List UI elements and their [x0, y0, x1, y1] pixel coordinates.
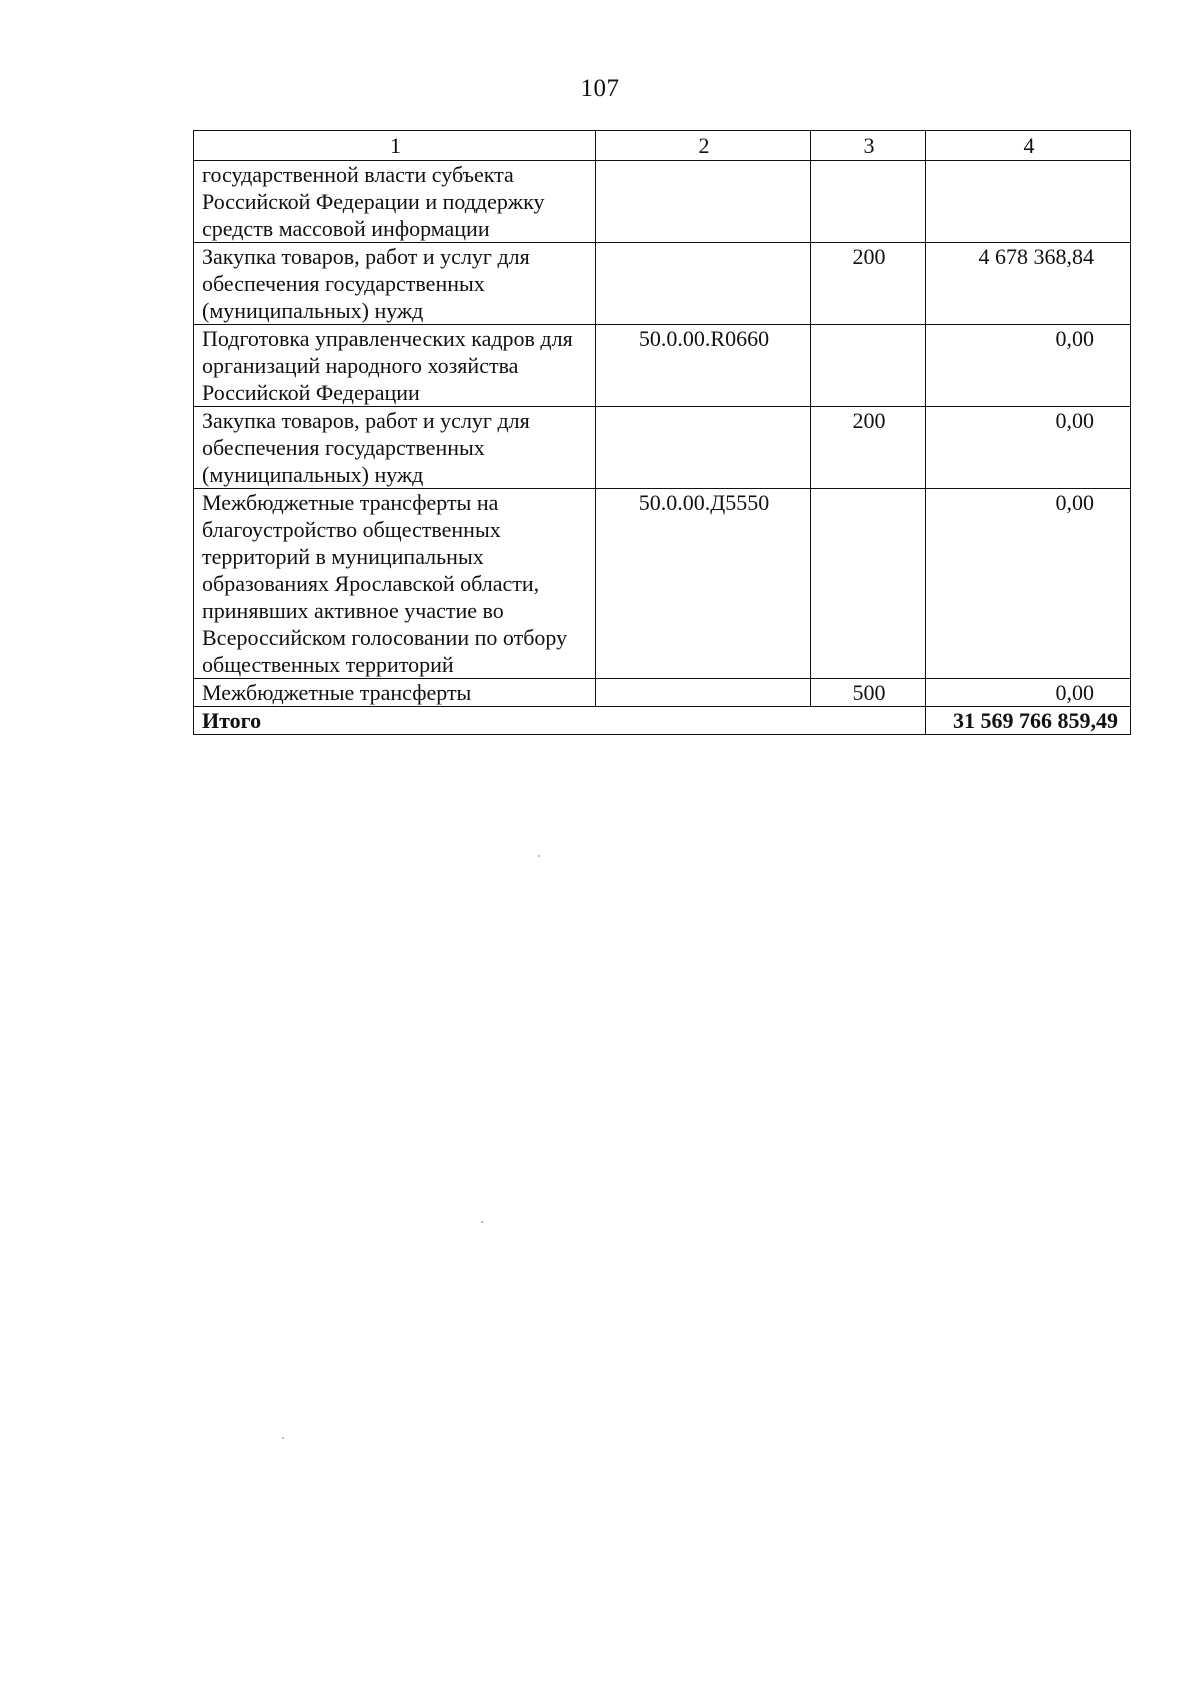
header-col-4: 4: [926, 131, 1131, 161]
header-col-3: 3: [811, 131, 926, 161]
total-row: [194, 707, 1131, 735]
row-code: [596, 161, 811, 243]
row-sum: 0,00: [926, 679, 1131, 707]
row-name: Межбюджетные трансферты на благоустройство общественных территорий в муниципальных образованиях Ярославской области, принявших активное участие во Всероссийском голосовании по отбору общественных территорий: [194, 489, 596, 679]
row-expense-type: [811, 161, 926, 243]
page-number: 107: [580, 75, 620, 102]
row-sum: 0,00: [926, 489, 1131, 679]
table-row: [194, 325, 1131, 407]
row-expense-type: [811, 325, 926, 407]
row-code: 50.0.00.R0660: [596, 325, 811, 407]
total-label: Итого: [194, 707, 926, 735]
header-col-2: 2: [596, 131, 811, 161]
row-code: [596, 243, 811, 325]
row-name: Подготовка управленческих кадров для организаций народного хозяйства Российской Федерации: [194, 325, 596, 407]
row-sum: [926, 161, 1131, 243]
row-name: государственной власти субъекта Российской Федерации и поддержку средств массовой информации: [194, 161, 596, 243]
table-row: [194, 489, 1131, 679]
header-col-1: 1: [194, 131, 596, 161]
total-sum: 31 569 766 859,49: [926, 707, 1131, 735]
table-row: [194, 407, 1131, 489]
row-code: 50.0.00.Д5550: [596, 489, 811, 679]
table-row: [194, 679, 1131, 707]
scan-speck: [282, 1437, 284, 1439]
table-row: [194, 243, 1131, 325]
row-code: [596, 407, 811, 489]
table-row: [194, 161, 1131, 243]
table-header-row: [194, 131, 1131, 161]
row-sum: 4 678 368,84: [926, 243, 1131, 325]
row-sum: 0,00: [926, 325, 1131, 407]
budget-table: [193, 130, 1131, 735]
row-expense-type: 200: [811, 243, 926, 325]
row-code: [596, 679, 811, 707]
row-expense-type: 500: [811, 679, 926, 707]
row-expense-type: [811, 489, 926, 679]
scan-speck: [481, 1221, 483, 1223]
scan-speck: [538, 855, 540, 857]
row-expense-type: 200: [811, 407, 926, 489]
row-name: Межбюджетные трансферты: [194, 679, 596, 707]
row-name: Закупка товаров, работ и услуг для обеспечения государственных (муниципальных) нужд: [194, 407, 596, 489]
row-name: Закупка товаров, работ и услуг для обеспечения государственных (муниципальных) нужд: [194, 243, 596, 325]
row-sum: 0,00: [926, 407, 1131, 489]
